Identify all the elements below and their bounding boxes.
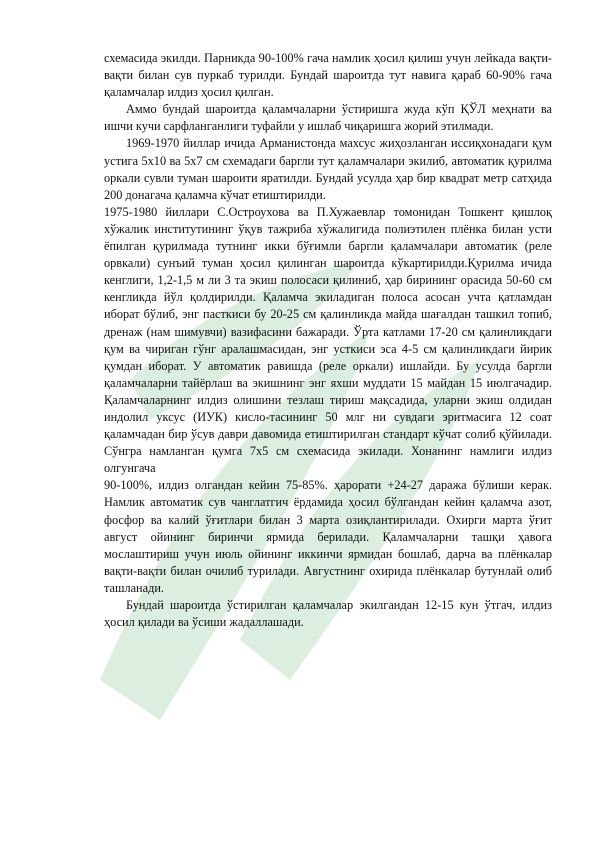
paragraph: 1969-1970 йиллар ичида Арманистонда махсус жиҳозланган иссиқхонадаги қум устига 5х10 ва 5х7 см схемадаги баргли тут қаламчалари экилиб, автоматик қурилма оркали сувли туман шароити яратилди. Бундай усулда ҳар бир квадрат метр сатҳида 200 донагача қаламча кўчат етиштирилди. bbox=[104, 136, 552, 202]
paragraph: 90-100%, илдиз олгандан кейин 75-85%. ҳарорати +24-27 даража бўлиши керак. Намлик автоматик сув чанглатгич ёрдамида ҳосил бўлгандан кейин қаламча азот, фосфор ва калий ўғитлари билан 3 марта озиқлантирилади. Охирги марта ўғит август ойининг биринчи ярмида берилади. Қаламчаларни ташқи ҳавога мослаштириш учун июль ойининг иккинчи ярмидан бошлаб, дарча ва плёнкалар вақти-вақти билан очилиб турилади. Августнинг охирида плёнкалар бутунлай олиб ташланади. bbox=[104, 478, 552, 595]
paragraph: 1975-1980 йиллари С.Остроухова ва П.Хужаевлар томонидан Тошкент қишлоқ хўжалик институтининг ўқув тажриба хўжалигида полиэтилен плёнка билан усти ёпилган қурилмада тутнинг икки бўғимли баргли қаламчалари автоматик (реле орвкали) сунъий туман ҳосил қилинган шароитда кўкартирилди.Қурилма ичида кенглиги, 1,2-1,5 м ли 3 та экиш полосаси қилиниб, ҳар бирининг орасида 50-60 см кенгликда йўл қолдирилди. Қаламча экиладиган полоса асосан учта қатламдан иборат бўлиб, энг пасткиси бу 20-25 см қалинликда майда шағалдан ташкил топиб, дренаж (нам шимувчи) вазифасини бажаради. Ўрта катлами 17-20 см қалинликдаги қум ва чириган гўнг аралашмасидан, энг усткиси эса 4-5 см қалинликдаги йирик қумдан иборат. У автоматик равишда (реле оркали) ишлайди. Бу усулда баргли қаламчаларни тайёрлаш ва экишнинг энг яхши муддати 15 майдан 15 июлгачадир. Қаламчаларнинг илдиз олишини тезлаш тириш мақсадида, уларни экиш олдидан индолил уксус (ИУК) кисло-тасининг 50 млг ни сувдаги эритмасига 12 соат қаламчадан бир ўсув даври давомида етиштирилган стандарт кўчат солиб қўйилади. Сўнгра намланган қумга 7х5 см схемасида экилади. Хонанинг намлиги илдиз олгунгача bbox=[104, 204, 552, 476]
paragraph: схемасида экилди. Парникда 90-100% гача намлик ҳосил қилиш учун лейкада вақти-вақти билан сув пуркаб турилди. Бундай шароитда тут навига қараб 60-90% гача қаламчалар илдиз ҳосил қилган. bbox=[104, 51, 552, 100]
paragraph: Бундай шароитда ўстирилган қаламчалар экилгандан 12-15 кун ўтгач, илдиз ҳосил қилади ва ўсиши жадаллашади. bbox=[104, 598, 552, 630]
document-body bbox=[104, 50, 552, 631]
paragraph: Аммо бундай шароитда қаламчаларни ўстиришга жуда кўп ҚЎЛ меҳнати ва ишчи кучи сарфланганлиги туфайли у ишлаб чиқаришга жорий этилмади. bbox=[104, 102, 552, 134]
